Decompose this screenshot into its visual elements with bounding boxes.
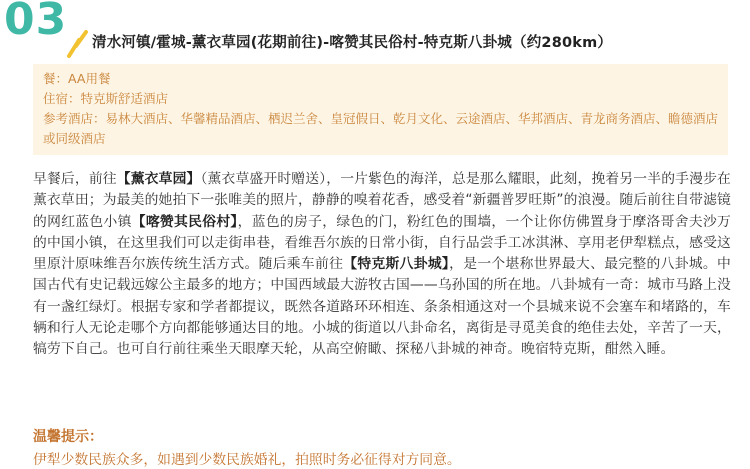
stay-info: 住宿：特克斯舒适酒店: [43, 91, 169, 106]
itinerary-description: [33, 169, 731, 361]
tip-title: 温馨提示：: [33, 429, 103, 445]
reference-hotels: 参考酒店：易林大酒店、华馨精品酒店、栖迟兰舍、皇冠假日、乾月文化、云途酒店、华邦酒店、青龙商务酒店、瞻德酒店或同级酒店: [43, 111, 719, 146]
keyword-tekes-bagua-city: 【特克斯八卦城】: [343, 256, 450, 273]
desc-part-1: 早餐后，前往: [33, 171, 117, 187]
slash-decoration-icon: [64, 30, 90, 60]
route-title: 清水河镇/霍城-薰衣草园(花期前往)-喀赞其民俗村-特克斯八卦城（约280km）: [92, 35, 613, 51]
meals-info: 餐：AA用餐: [43, 71, 111, 86]
day-number: 03: [4, 0, 68, 45]
keyword-lavender-garden: 【薰衣草园】: [116, 171, 201, 187]
keyword-kazanqi-village: 【喀赞其民俗村】: [131, 213, 238, 230]
desc-part-4: ，是一个堪称世界最大、最完整的八卦城。中国古代有史记载远嫁公主最多的地方；中国西域最大游牧古国——乌孙国的所在地。八卦城有一奇：城市马路上没有一盏红绿灯。根据专家和学者都提议，既然各道路环环相连、条条相通这对一个县城来说不会塞车和堵路的，车辆和行人无论走哪个方向都能够通达目的地。小城的街道以八卦命名，离街是寻觅美食的绝佳去处，辛苦了一天，犒劳下自己。也可自行前往乘坐天眼摩天轮，从高空俯瞰、探秘八卦城的神奇。晚宿特克斯，酣然入睡。: [33, 256, 731, 358]
desc-part-3: ，蓝色的房子，绿色的门，粉红色的围墙，一个让你仿佛置身于摩洛哥舍夫沙万的中国小镇，在这里我们可以走街串巷，看维吾尔族的日常小街，自行品尝手工冰淇淋、享用老伊犁糕点，感受这里原汁原味维吾尔族传统生活方式。随后乘车前往: [33, 213, 731, 273]
tip-text: 伊犁少数民族众多，如遇到少数民族婚礼，拍照时务必征得对方同意。: [33, 452, 461, 468]
desc-part-2: （薰衣草盛开时赠送），一片紫色的海洋，总是那么耀眼，此刻，挽着另一半的手漫步在薰衣草田；为最美的她拍下一张唯美的照片，静静的嗅着花香，感受着“新疆普罗旺斯”的浪漫。随后前往自带滤镜的网红蓝色小镇: [33, 171, 731, 230]
info-box: [33, 64, 728, 155]
